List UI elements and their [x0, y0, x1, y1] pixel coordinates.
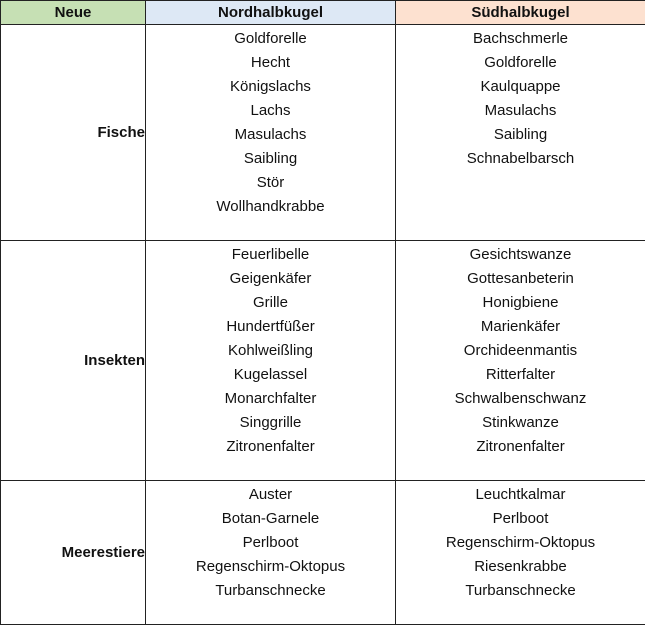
species-item: Honigbiene [482, 294, 559, 311]
nord-cell[interactable] [146, 241, 396, 481]
species-item: Goldforelle [484, 54, 557, 71]
species-item: Turbanschnecke [465, 582, 576, 599]
species-item: Saibling [493, 126, 548, 143]
species-item: Königslachs [230, 78, 311, 95]
nord-cell[interactable] [146, 25, 396, 241]
species-item: Marienkäfer [480, 318, 561, 335]
group-row-meerestiere [1, 481, 645, 625]
species-item: Saibling [243, 150, 298, 167]
nord-cell[interactable] [146, 481, 396, 625]
header-neue[interactable]: Neue [1, 1, 146, 25]
species-item: Hundertfüßer [226, 318, 315, 335]
header-nordhalbkugel[interactable]: Nordhalbkugel [146, 1, 396, 25]
species-item: Monarchfalter [224, 390, 317, 407]
species-item: Turbanschnecke [215, 582, 326, 599]
species-item: Gesichtswanze [469, 246, 572, 263]
species-item: Singgrille [239, 414, 302, 431]
species-item: Goldforelle [234, 30, 307, 47]
species-item: Masulachs [484, 102, 557, 119]
sued-cell[interactable] [396, 25, 645, 241]
species-item: Schnabelbarsch [466, 150, 575, 167]
category-cell[interactable]: Insekten [1, 241, 146, 481]
species-item: Perlboot [242, 534, 299, 551]
species-item: Riesenkrabbe [474, 558, 567, 575]
species-item: Wollhandkrabbe [216, 198, 325, 215]
sued-cell[interactable] [396, 481, 645, 625]
species-item: Kugelassel [233, 366, 308, 383]
species-item: Regenschirm-Oktopus [445, 534, 596, 551]
species-item: Bachschmerle [472, 30, 569, 47]
species-item: Feuerlibelle [231, 246, 310, 263]
category-cell[interactable]: Meerestiere [1, 481, 146, 625]
species-item: Schwalbenschwanz [454, 390, 587, 407]
sued-cell[interactable] [396, 241, 645, 481]
species-item: Kaulquappe [480, 78, 561, 95]
group-row-fische [1, 25, 645, 241]
header-row [1, 1, 645, 25]
species-item: Hecht [250, 54, 291, 71]
species-item: Stör [256, 174, 285, 191]
group-row-insekten [1, 241, 645, 481]
species-item: Kohlweißling [227, 342, 314, 359]
species-item: Masulachs [234, 126, 307, 143]
species-item: Regenschirm-Oktopus [195, 558, 346, 575]
species-item: Lachs [250, 102, 291, 119]
species-item: Botan-Garnele [221, 510, 320, 527]
category-cell[interactable]: Fische [1, 25, 146, 241]
species-item: Geigenkäfer [229, 270, 312, 287]
species-item: Gottesanbeterin [467, 270, 574, 287]
species-item: Zitronenfalter [226, 438, 315, 455]
species-item: Stinkwanze [482, 414, 559, 431]
species-item: Grille [252, 294, 288, 311]
species-item: Auster [248, 486, 293, 503]
header-suedhalbkugel[interactable]: Südhalbkugel [396, 1, 645, 25]
species-item: Perlboot [492, 510, 549, 527]
species-item: Zitronenfalter [476, 438, 565, 455]
species-item: Ritterfalter [485, 366, 556, 383]
species-item: Orchideenmantis [463, 342, 578, 359]
species-item: Leuchtkalmar [475, 486, 566, 503]
